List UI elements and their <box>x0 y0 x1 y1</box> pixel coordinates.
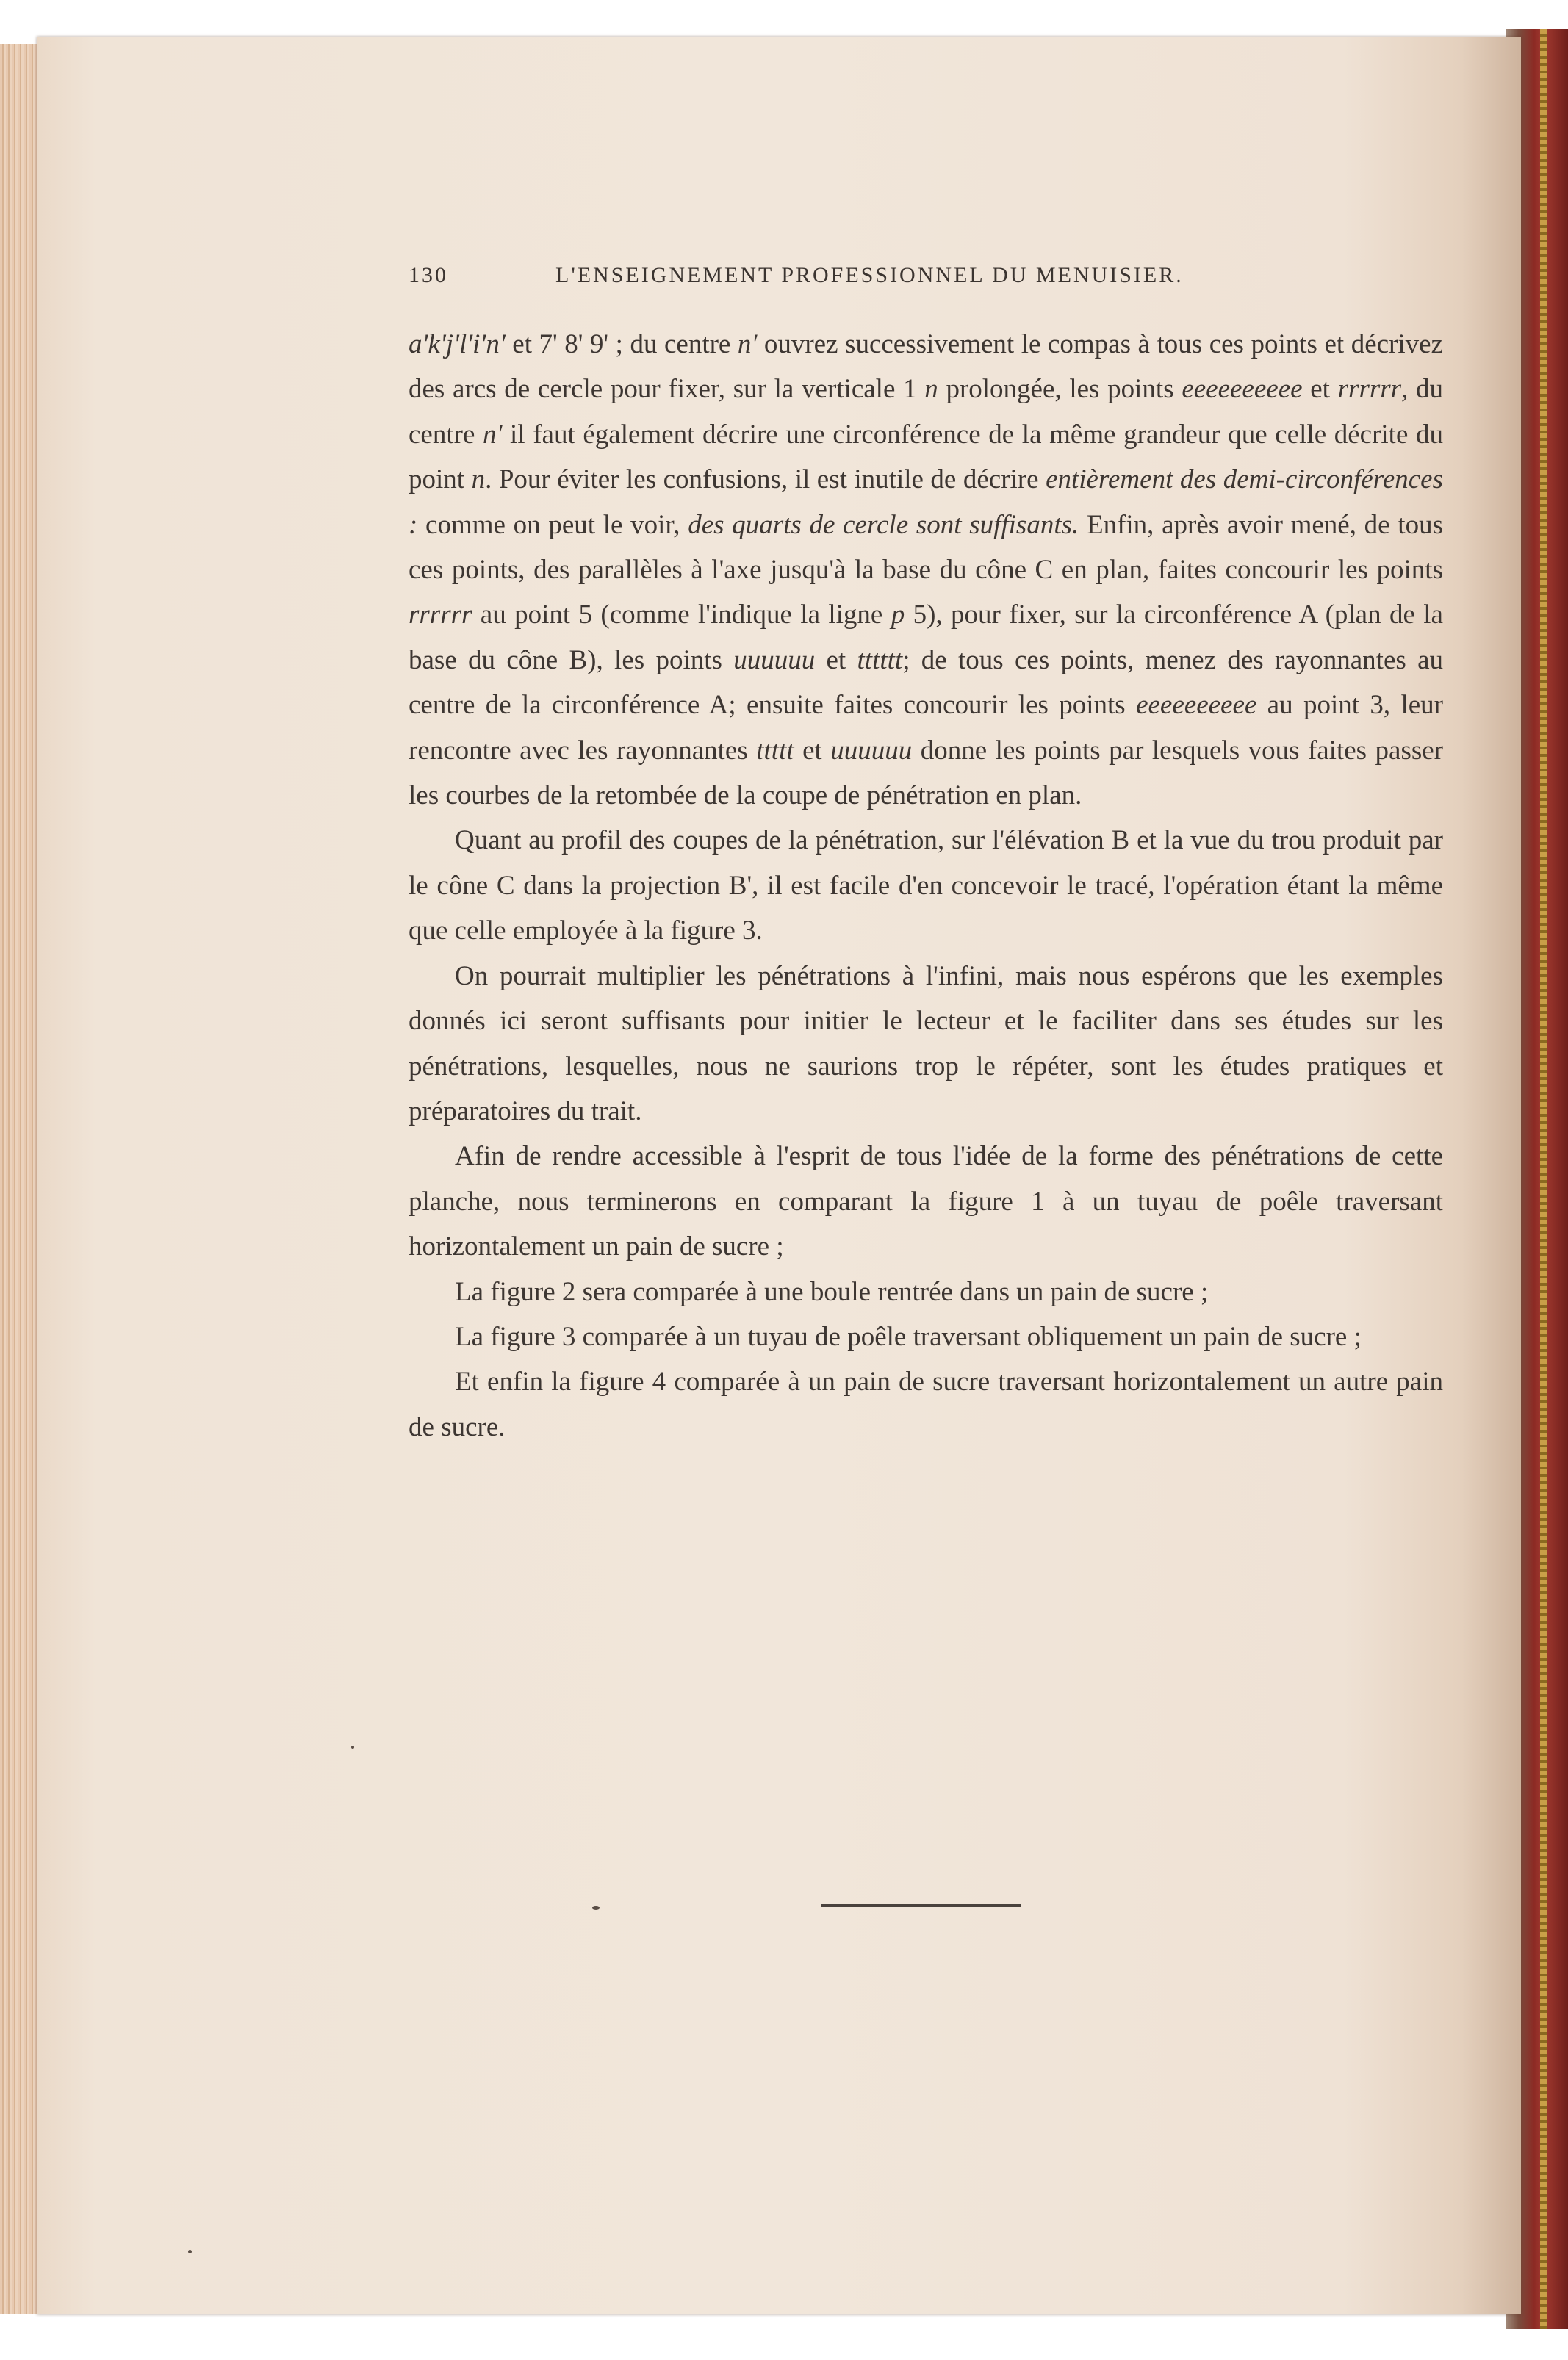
text-run: il faut également décrire une circonférence de la même grandeur que celle décrite du point <box>409 419 1443 495</box>
text-run: au point 3, leur rencontre avec les rayonnantes <box>409 690 1444 766</box>
running-title: L'ENSEIGNEMENT PROFESSIONNEL DU MENUISIER. <box>555 263 1184 287</box>
text-run: . Pour éviter les confusions, il est inutile de décrire <box>485 464 1046 495</box>
paragraph-5 <box>409 1270 1443 1314</box>
italic-run: rrrrrr <box>1337 374 1402 405</box>
text-run: ouvrez successivement le compas à tous ces points et décrivez des arcs de cercle pour fixer, sur la verticale 1 <box>409 329 1443 405</box>
text-run: La figure 2 sera comparée à une boule rentrée dans un pain de sucre ; <box>455 1276 1209 1307</box>
text-run: Enfin, après avoir mené, de tous ces points, des parallèles à l'axe jusqu'à la base du cône C en plan, faites concourir les points <box>409 509 1443 586</box>
text-run: comme on peut le voir, <box>417 509 688 540</box>
italic-run: n <box>924 374 938 405</box>
text-run: et <box>794 735 831 766</box>
text-run: La figure 3 comparée à un tuyau de poêle traversant obliquement un pain de sucre ; <box>455 1321 1362 1352</box>
italic-run: p <box>891 600 905 630</box>
text-run: Et enfin la figure 4 comparée à un pain de sucre traversant horizontalement un autre pain de sucre. <box>409 1367 1443 1442</box>
page-number: 130 <box>409 263 448 287</box>
italic-run: uuuuuu <box>733 644 816 675</box>
text-run: Quant au profil des coupes de la pénétration, sur l'élévation B et la vue du trou produit par le cône C dans la projection B', il est facile d'en concevoir le tracé, l'opération étant la même que celle employée à la figure 3. <box>409 825 1443 946</box>
text-run: On pourrait multiplier les pénétrations à l'infini, mais nous espérons que les exemples donnés ici seront suffisants pour initier le lecteur et le faciliter dans ses études sur les pénétrations, lesquelles, nous ne saurions trop le répéter, sont les études pratiques et préparatoires du trait. <box>409 960 1443 1126</box>
closing-rule <box>821 1904 1021 1907</box>
text-run: , du centre <box>409 374 1443 450</box>
paper-speck <box>592 1906 600 1910</box>
paragraph-7 <box>409 1359 1443 1450</box>
italic-run: rrrrrr <box>409 600 472 630</box>
page-header <box>409 263 1312 298</box>
paragraph-2 <box>409 818 1443 953</box>
italic-run: entièrement des demi-circonférences : <box>409 464 1443 540</box>
text-run: ; de tous ces points, menez des rayonnantes au centre de la circonférence A; ensuite faites concourir les points <box>409 644 1443 721</box>
paragraph-6 <box>409 1314 1443 1359</box>
paragraph-1 <box>409 322 1443 818</box>
paragraph-3 <box>409 954 1443 1134</box>
paper-speck <box>188 2250 192 2253</box>
text-run: et 7' 8' 9' ; du centre <box>505 329 738 359</box>
italic-run: uuuuuu <box>830 735 913 766</box>
italic-run: ttttt <box>756 735 794 766</box>
italic-run: tttttt <box>857 644 903 675</box>
text-run: prolongée, les points <box>938 374 1182 405</box>
italic-run: n' <box>483 419 503 450</box>
text-run: 5), pour fixer, sur la circonférence A (plan de la base du cône B), les points <box>409 600 1443 675</box>
text-run: Afin de rendre accessible à l'esprit de tous l'idée de la forme des pénétrations de cette planche, nous terminerons en comparant la figure 1 à un tuyau de poêle traversant horizontalement un pain de sucre ; <box>409 1141 1443 1262</box>
text-run: et <box>1302 374 1338 405</box>
page-edges <box>0 44 38 2314</box>
paper-speck <box>351 1746 354 1749</box>
paragraph-4 <box>409 1134 1443 1269</box>
text-run: donne les points par lesquels vous faites passer les courbes de la retombée de la coupe de pénétration en plan. <box>409 735 1444 811</box>
italic-run: eeeeeeeeee <box>1136 690 1257 721</box>
italic-run: eeeeeeeeee <box>1182 374 1303 405</box>
text-run: au point 5 (comme l'indique la ligne <box>472 600 891 630</box>
italic-run: des quarts de cercle sont suffisants. <box>688 509 1079 540</box>
text-run: et <box>815 644 857 675</box>
italic-run: a'k'j'l'i'n' <box>409 329 506 359</box>
italic-run: n <box>471 464 486 495</box>
binding-gilt-edge <box>1540 29 1547 2329</box>
body-text <box>409 322 1443 1450</box>
italic-run: n' <box>737 329 758 359</box>
